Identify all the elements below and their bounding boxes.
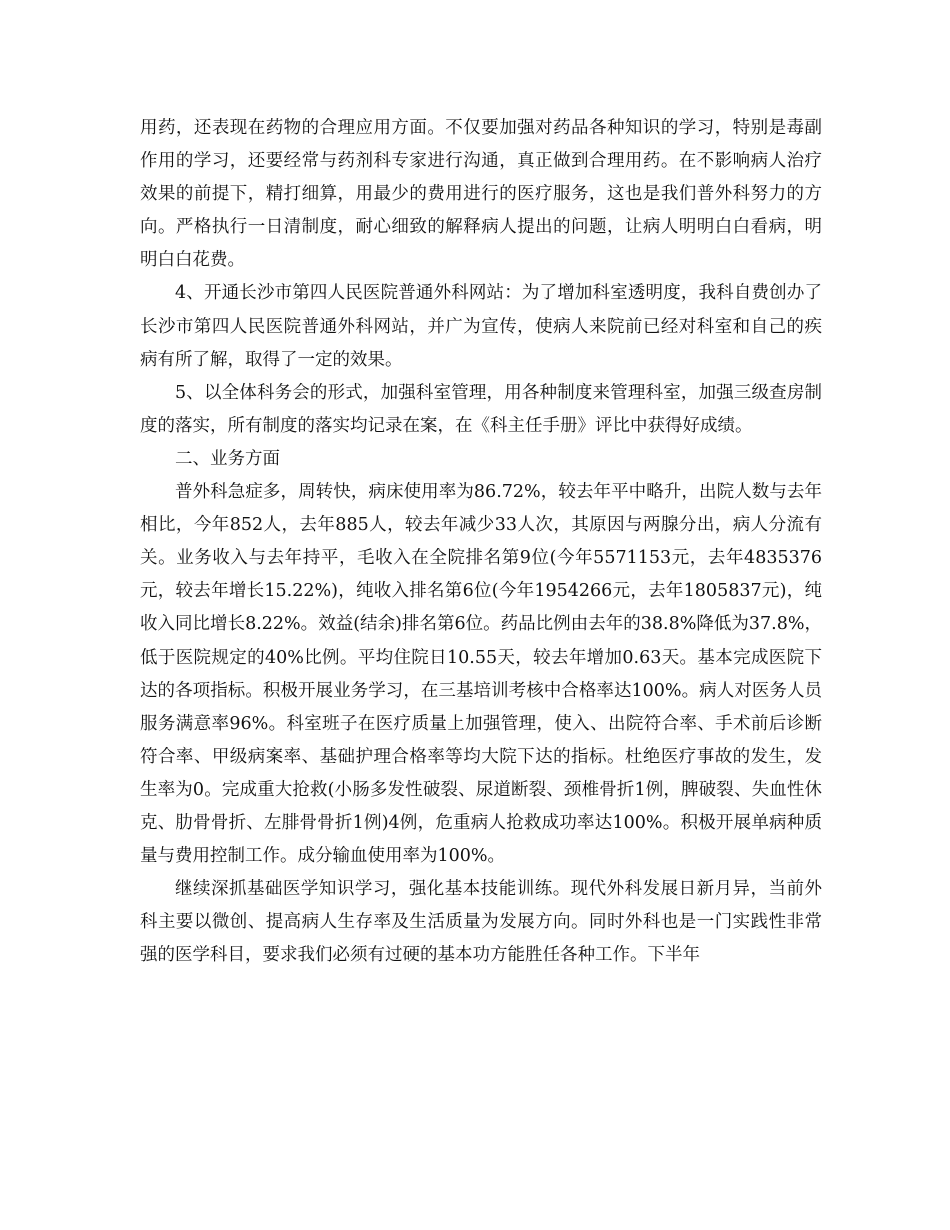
section-heading-business: 二、业务方面 [175, 448, 280, 469]
paragraph-basic-training: 继续深抓基础医学知识学习，强化基本技能训练。现代外科发展日新月异，当前外科主要以微创、提高病人生存率及生活质量为发展方向。同时外科也是一门实践性非常强的医学科目，要求我们必须有过硬的基本功方能胜任各种工作。下半年 [140, 879, 822, 966]
paragraph-item-4-website: 4、开通长沙市第四人民医院普通外科网站：为了增加科室透明度，我科自费创办了长沙市第四人民医院普通外科网站，并广为宣传，使病人来院前已经对科室和自己的疾病有所了解，取得了一定的效果。 [140, 283, 822, 370]
paragraph-business-statistics: 普外科急症多，周转快，病床使用率为86.72%，较去年平中略升，出院人数与去年相比，今年852人，去年885人，较去年减少33人次，其原因与两腺分出，病人分流有关。业务收入与去年持平，毛收入在全院排名第9位(今年5571153元，去年4835376元，较去年增长15.22%)，纯收入排名第6位(今年1954266元，去年1805837元)，纯收入同比增长8.22%。效益(结余)排名第6位。药品比例由去年的38.8%降低为37.8%，低于医院规定的40%比例。平均住院日10.55天，较去年增加0.63天。基本完成医院下达的各项指标。积极开展业务学习，在三基培训考核中合格率达100%。病人对医务人员服务满意率96%。科室班子在医疗质量上加强管理，使入、出院符合率、手术前后诊断符合率、甲级病案率、基础护理合格率等均大院下达的指标。杜绝医疗事故的发生，发生率为0。完成重大抢救(小肠多发性破裂、尿道断裂、颈椎骨折1例，脾破裂、失血性休克、肋骨骨折、左腓骨骨折1例)4例，危重病人抢救成功率达100%。积极开展单病种质量与费用控制工作。成分输血使用率为100%。 [140, 482, 822, 867]
paragraph-rational-medication: 用药，还表现在药物的合理应用方面。不仅要加强对药品各种知识的学习，特别是毒副作用的学习，还要经常与药剂科专家进行沟通，真正做到合理用药。在不影响病人治疗效果的前提下，精打细算，用最少的费用进行的医疗服务，这也是我们普外科努力的方向。严格执行一日清制度，耐心细致的解释病人提出的问题，让病人明明白白看病，明明白白花费。 [140, 118, 822, 271]
paragraph-item-5-management: 5、以全体科务会的形式，加强科室管理，用各种制度来管理科室，加强三级查房制度的落实，所有制度的落实均记录在案，在《科主任手册》评比中获得好成绩。 [140, 382, 822, 436]
document-page [140, 112, 822, 972]
